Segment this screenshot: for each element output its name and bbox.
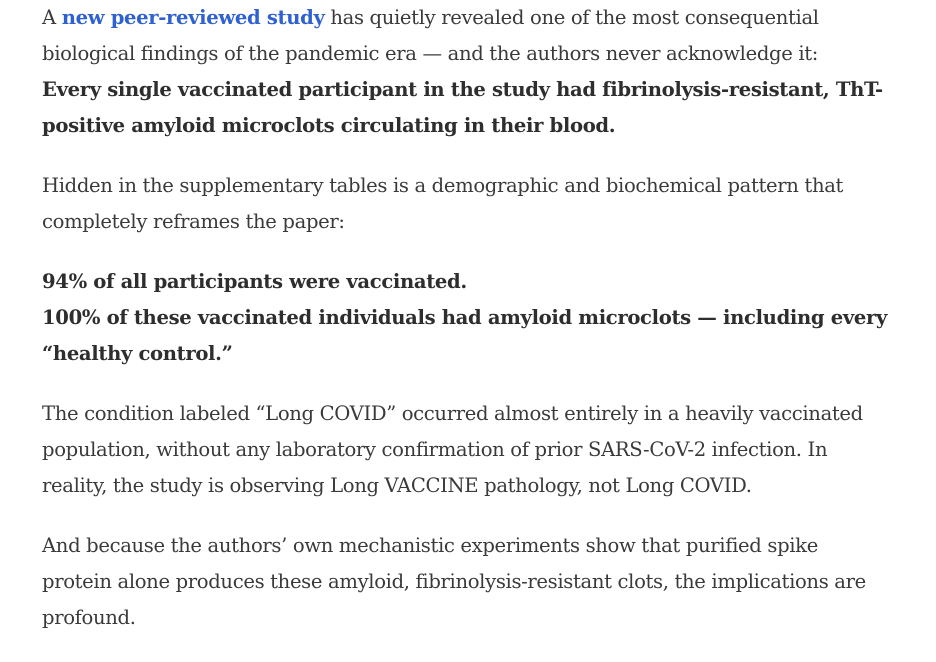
intro-prefix: A: [42, 6, 62, 29]
stat-line-2: 100% of these vaccinated individuals had amyloid microclots — including every: [42, 306, 888, 329]
condition-line-2: population, without any laboratory confirmation of prior SARS-CoV-2 infection. In: [42, 438, 828, 461]
study-link[interactable]: new peer-reviewed study: [61, 6, 325, 29]
supplementary-paragraph: [42, 168, 914, 240]
supplementary-line-1: Hidden in the supplementary tables is a demographic and biochemical pattern that: [42, 174, 844, 197]
stat-line-1: 94% of all participants were vaccinated.: [42, 270, 467, 293]
condition-paragraph: [42, 396, 914, 504]
stat-line-3: “healthy control.”: [42, 342, 233, 365]
mechanism-paragraph: [42, 528, 914, 636]
paragraph-gap: [42, 240, 914, 264]
mechanism-line-2: protein alone produces these amyloid, fibrinolysis-resistant clots, the implications are: [42, 570, 866, 593]
statistics-paragraph: [42, 264, 914, 372]
condition-line-1: The condition labeled “Long COVID” occurred almost entirely in a heavily vaccinated: [42, 402, 863, 425]
supplementary-line-2: completely reframes the paper:: [42, 210, 345, 233]
key-finding-line-1: Every single vaccinated participant in the study had fibrinolysis-resistant, ThT-: [42, 78, 883, 101]
intro-line-2: biological findings of the pandemic era — and the authors never acknowledge it:: [42, 42, 819, 65]
key-finding-line-2: positive amyloid microclots circulating in their blood.: [42, 114, 616, 137]
paragraph-gap: [42, 144, 914, 168]
article-body: [42, 0, 914, 636]
mechanism-line-3: profound.: [42, 606, 136, 629]
paragraph-gap: [42, 504, 914, 528]
intro-line-1: [42, 0, 914, 36]
mechanism-line-1: And because the authors’ own mechanistic experiments show that purified spike: [42, 534, 818, 557]
paragraph-gap: [42, 372, 914, 396]
condition-line-3: reality, the study is observing Long VACCINE pathology, not Long COVID.: [42, 474, 752, 497]
intro-paragraph: [42, 0, 914, 144]
intro-suffix: has quietly revealed one of the most consequential: [324, 6, 819, 29]
